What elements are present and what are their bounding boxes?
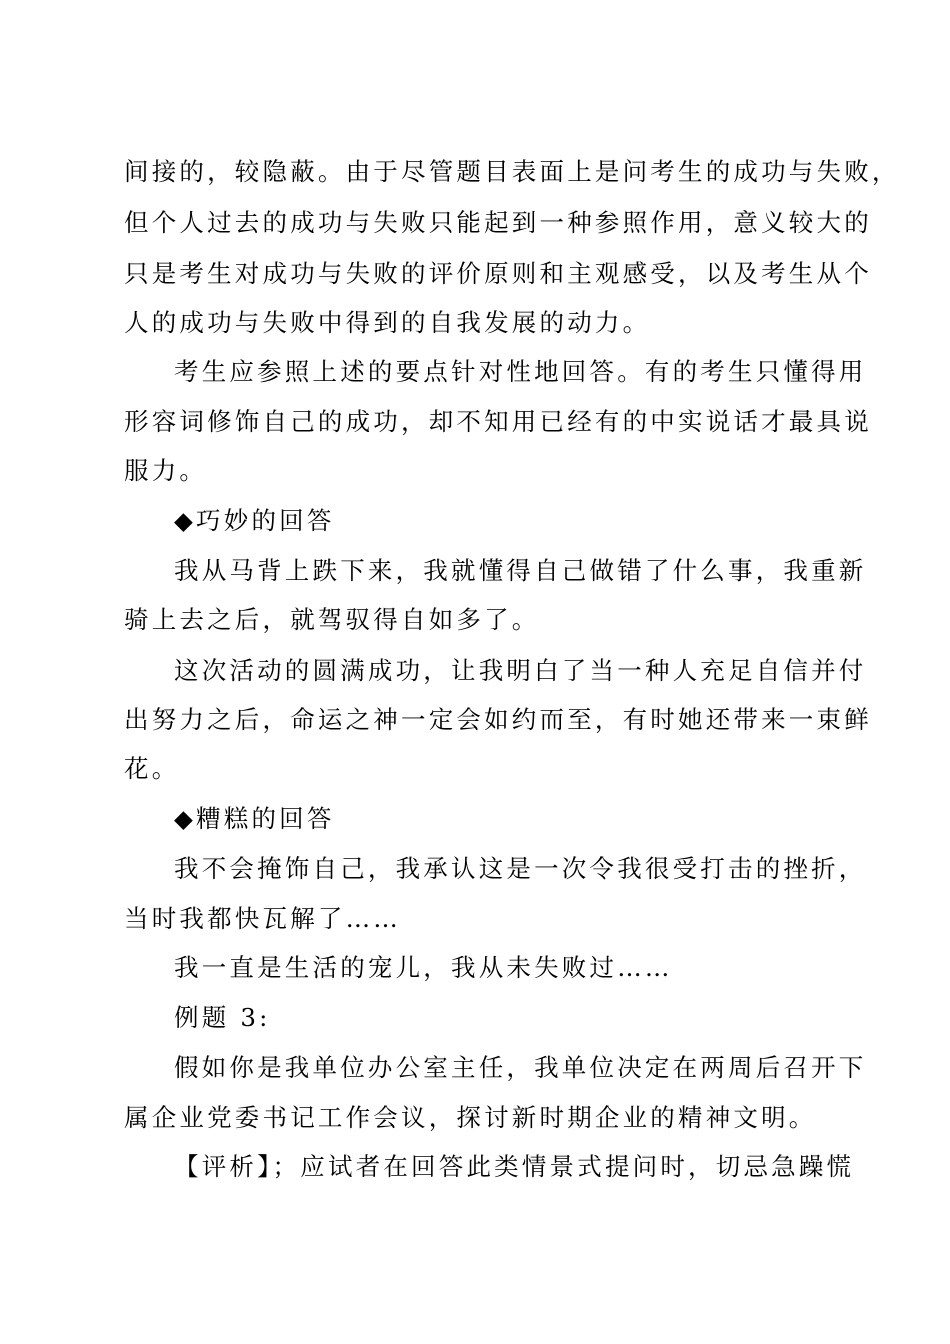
text-line: 假如你是我单位办公室主任，我单位决定在两周后召开下 bbox=[174, 1053, 867, 1082]
text-line: 我一直是生活的宠儿，我从未失败过…… bbox=[174, 953, 673, 982]
text-line: 我不会掩饰自己，我承认这是一次令我很受打击的挫折， bbox=[174, 854, 867, 883]
text-line: 这次活动的圆满成功，让我明白了当一种人充足自信并付 bbox=[174, 656, 867, 685]
text-line: 【评析】；应试者在回答此类情景式提问时，切忌急躁慌 bbox=[174, 1152, 855, 1181]
example-label: 例题 3: bbox=[174, 1003, 271, 1032]
text-line: 当时我都快瓦解了…… bbox=[124, 904, 401, 933]
text-line: 只是考生对成功与失败的评价原则和主观感受，以及考生从个 bbox=[124, 259, 872, 288]
text-line: 属企业党委书记工作会议，探讨新时期企业的精神文明。 bbox=[124, 1103, 817, 1132]
text-line: 间接的，较隐蔽。由于尽管题目表面上是问考生的成功与失败， bbox=[124, 157, 900, 186]
section-heading: ◆糟糕的回答 bbox=[174, 804, 335, 833]
text-line: 人的成功与失败中得到的自我发展的动力。 bbox=[124, 308, 651, 337]
text-line: 骑上去之后，就驾驭得自如多了。 bbox=[124, 605, 540, 634]
text-line: 出努力之后，命运之神一定会如约而至，有时她还带来一束鲜 bbox=[124, 705, 872, 734]
text-line: 形容词修饰自己的成功，却不知用已经有的中实说话才最具说 bbox=[124, 407, 872, 436]
text-line: 我从马背上跌下来，我就懂得自己做错了什么事，我重新 bbox=[174, 556, 867, 585]
section-heading: ◆巧妙的回答 bbox=[174, 506, 335, 535]
text-line: 花。 bbox=[124, 754, 180, 783]
text-line: 考生应参照上述的要点针对性地回答。有的考生只懂得用 bbox=[174, 357, 867, 386]
text-line: 服力。 bbox=[124, 456, 208, 485]
text-line: 但个人过去的成功与失败只能起到一种参照作用，意义较大的 bbox=[124, 208, 872, 237]
